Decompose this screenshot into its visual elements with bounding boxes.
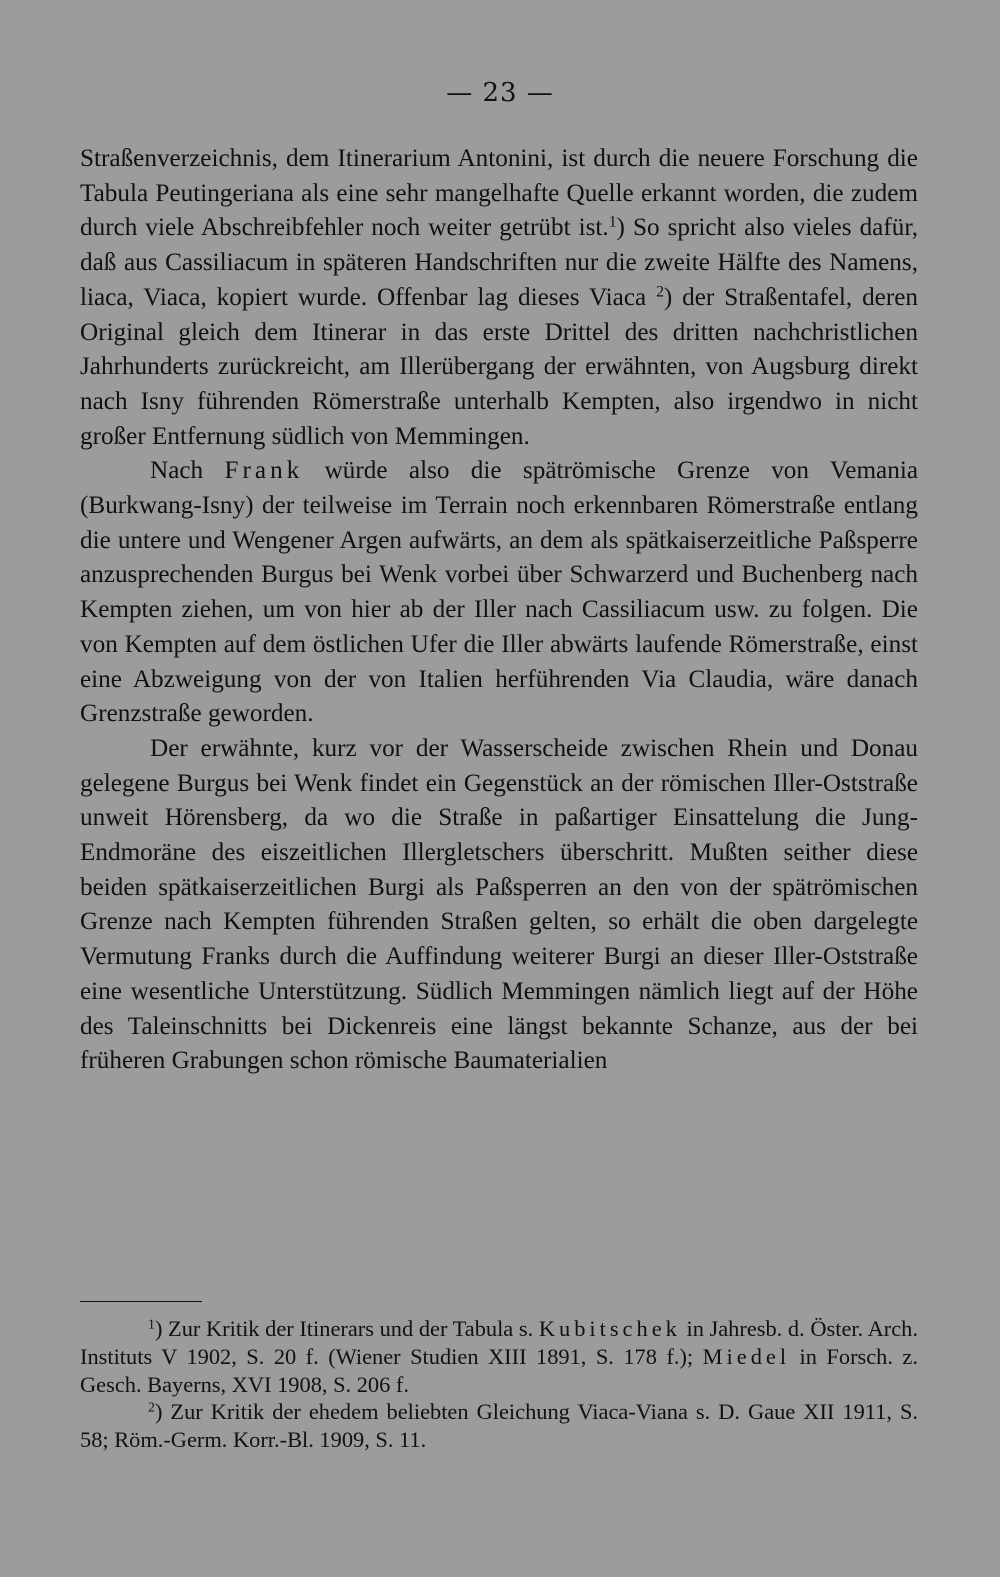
page-number: — 23 — xyxy=(446,78,554,108)
footnotes xyxy=(80,1315,918,1454)
paragraph-1 xyxy=(80,142,918,454)
footnote-1-text-c: in Forsch. z. Gesch. Bayerns, XVI 1908, S. 206 f. xyxy=(80,1343,918,1397)
footnote-ref-1: 1 xyxy=(608,213,617,231)
paragraph-3: Der erwähnte, kurz vor der Wasserscheide zwischen Rhein und Donau gelegene Burgus bei Wenk findet ein Gegenstück an der römischen Iller-Oststraße unweit Hörensberg, da wo die Straße in paßartiger Einsattelung die Jung-Endmoräne des eiszeitlichen Illergletschers überschritt. Mußten seither diese beiden spätkaiserzeitlichen Burgi als Paßsperren an den von der spätrömischen Grenze nach Kempten führenden Straßen gelten, so erhält die oben dargelegte Vermutung Franks durch die Auffindung weiterer Burgi an dieser Iller-Oststraße eine wesentliche Unterstützung. Südlich Memmingen nämlich liegt auf der Höhe des Taleinschnitts bei Dickenreis eine längst bekannte Schanze, aus der bei früheren Grabungen schon römische Baumaterialien xyxy=(80,734,918,1075)
paragraph-2-text-b: würde also die spätrömische Grenze von Vemania (Burkwang-Isny) der teilweise im Terrain noch erkennbaren Römerstraße entlang die untere und Wengener Argen aufwärts, an dem als spätkaiserzeitliche Paßsperre anzusprechenden Burgus bei Wenk vorbei über Schwarzerd und Buchenberg nach Kempten ziehen, um von hier ab der Iller nach Cassiliacum usw. zu folgen. Die von Kempten auf dem östlichen Ufer die Iller abwärts laufende Römerstraße, einst eine Abzweigung von der von Italien herführenden Via Claudia, wäre danach Grenzstraße geworden. xyxy=(80,457,919,728)
footnote-ref-2: 2 xyxy=(656,283,664,301)
author-name-miedel: Miedel xyxy=(702,1343,791,1369)
footnote-separator xyxy=(80,1301,202,1302)
paragraph-2 xyxy=(80,454,918,732)
footnote-1-mark: 1 xyxy=(148,1317,155,1333)
paragraph-1-text-c: ) der Straßentafel, deren Original gleich dem Itinerar in das erste Drittel des dritten nachchristlichen Jahrhunderts zurückreicht, am Illerübergang der erwähnten, von Augsburg direkt nach Isny führenden Römerstraße unterhalb Kempten, also irgendwo in nicht großer Entfernung südlich von Memmingen. xyxy=(80,283,919,450)
author-name-kubitschek: Kubitschek xyxy=(538,1316,681,1341)
author-name-frank: Frank xyxy=(224,457,304,485)
paragraph-2-text-a: Nach xyxy=(150,457,204,485)
footnote-2-text: ) Zur Kritik der ehedem beliebten Gleichung Viaca-Viana s. D. Gaue XII 1911, S. 58; Röm.-Germ. Korr.-Bl. 1909, S. 11. xyxy=(80,1399,918,1453)
main-text xyxy=(80,142,918,1079)
footnote-2 xyxy=(80,1398,918,1454)
paragraph-1-text-b: ) So spricht also vieles dafür, daß aus Cassiliacum in späteren Handschriften nur die zweite Hälfte des Namens, liaca, Viaca, kopiert wurde. Offenbar lag dieses Viaca xyxy=(80,214,918,311)
footnote-1-text-a: ) Zur Kritik der Itinerars und der Tabula s. xyxy=(154,1316,534,1341)
paragraph-1-text-a: Straßenverzeichnis, dem Itinerarium Antonini, ist durch die neuere Forschung die Tabula Peutingeriana als eine sehr mangelhafte Quelle erkannt worden, die zudem durch viele Abschreibfehler noch weiter getrübt ist. xyxy=(80,145,918,242)
footnote-2-mark: 2 xyxy=(148,1400,155,1416)
footnote-1 xyxy=(80,1315,918,1398)
footnote-1-text-b: in Jahresb. d. Öster. Arch. Instituts V 1902, S. 20 f. (Wiener Studien XIII 1891, S. 178 f.); xyxy=(80,1316,918,1369)
